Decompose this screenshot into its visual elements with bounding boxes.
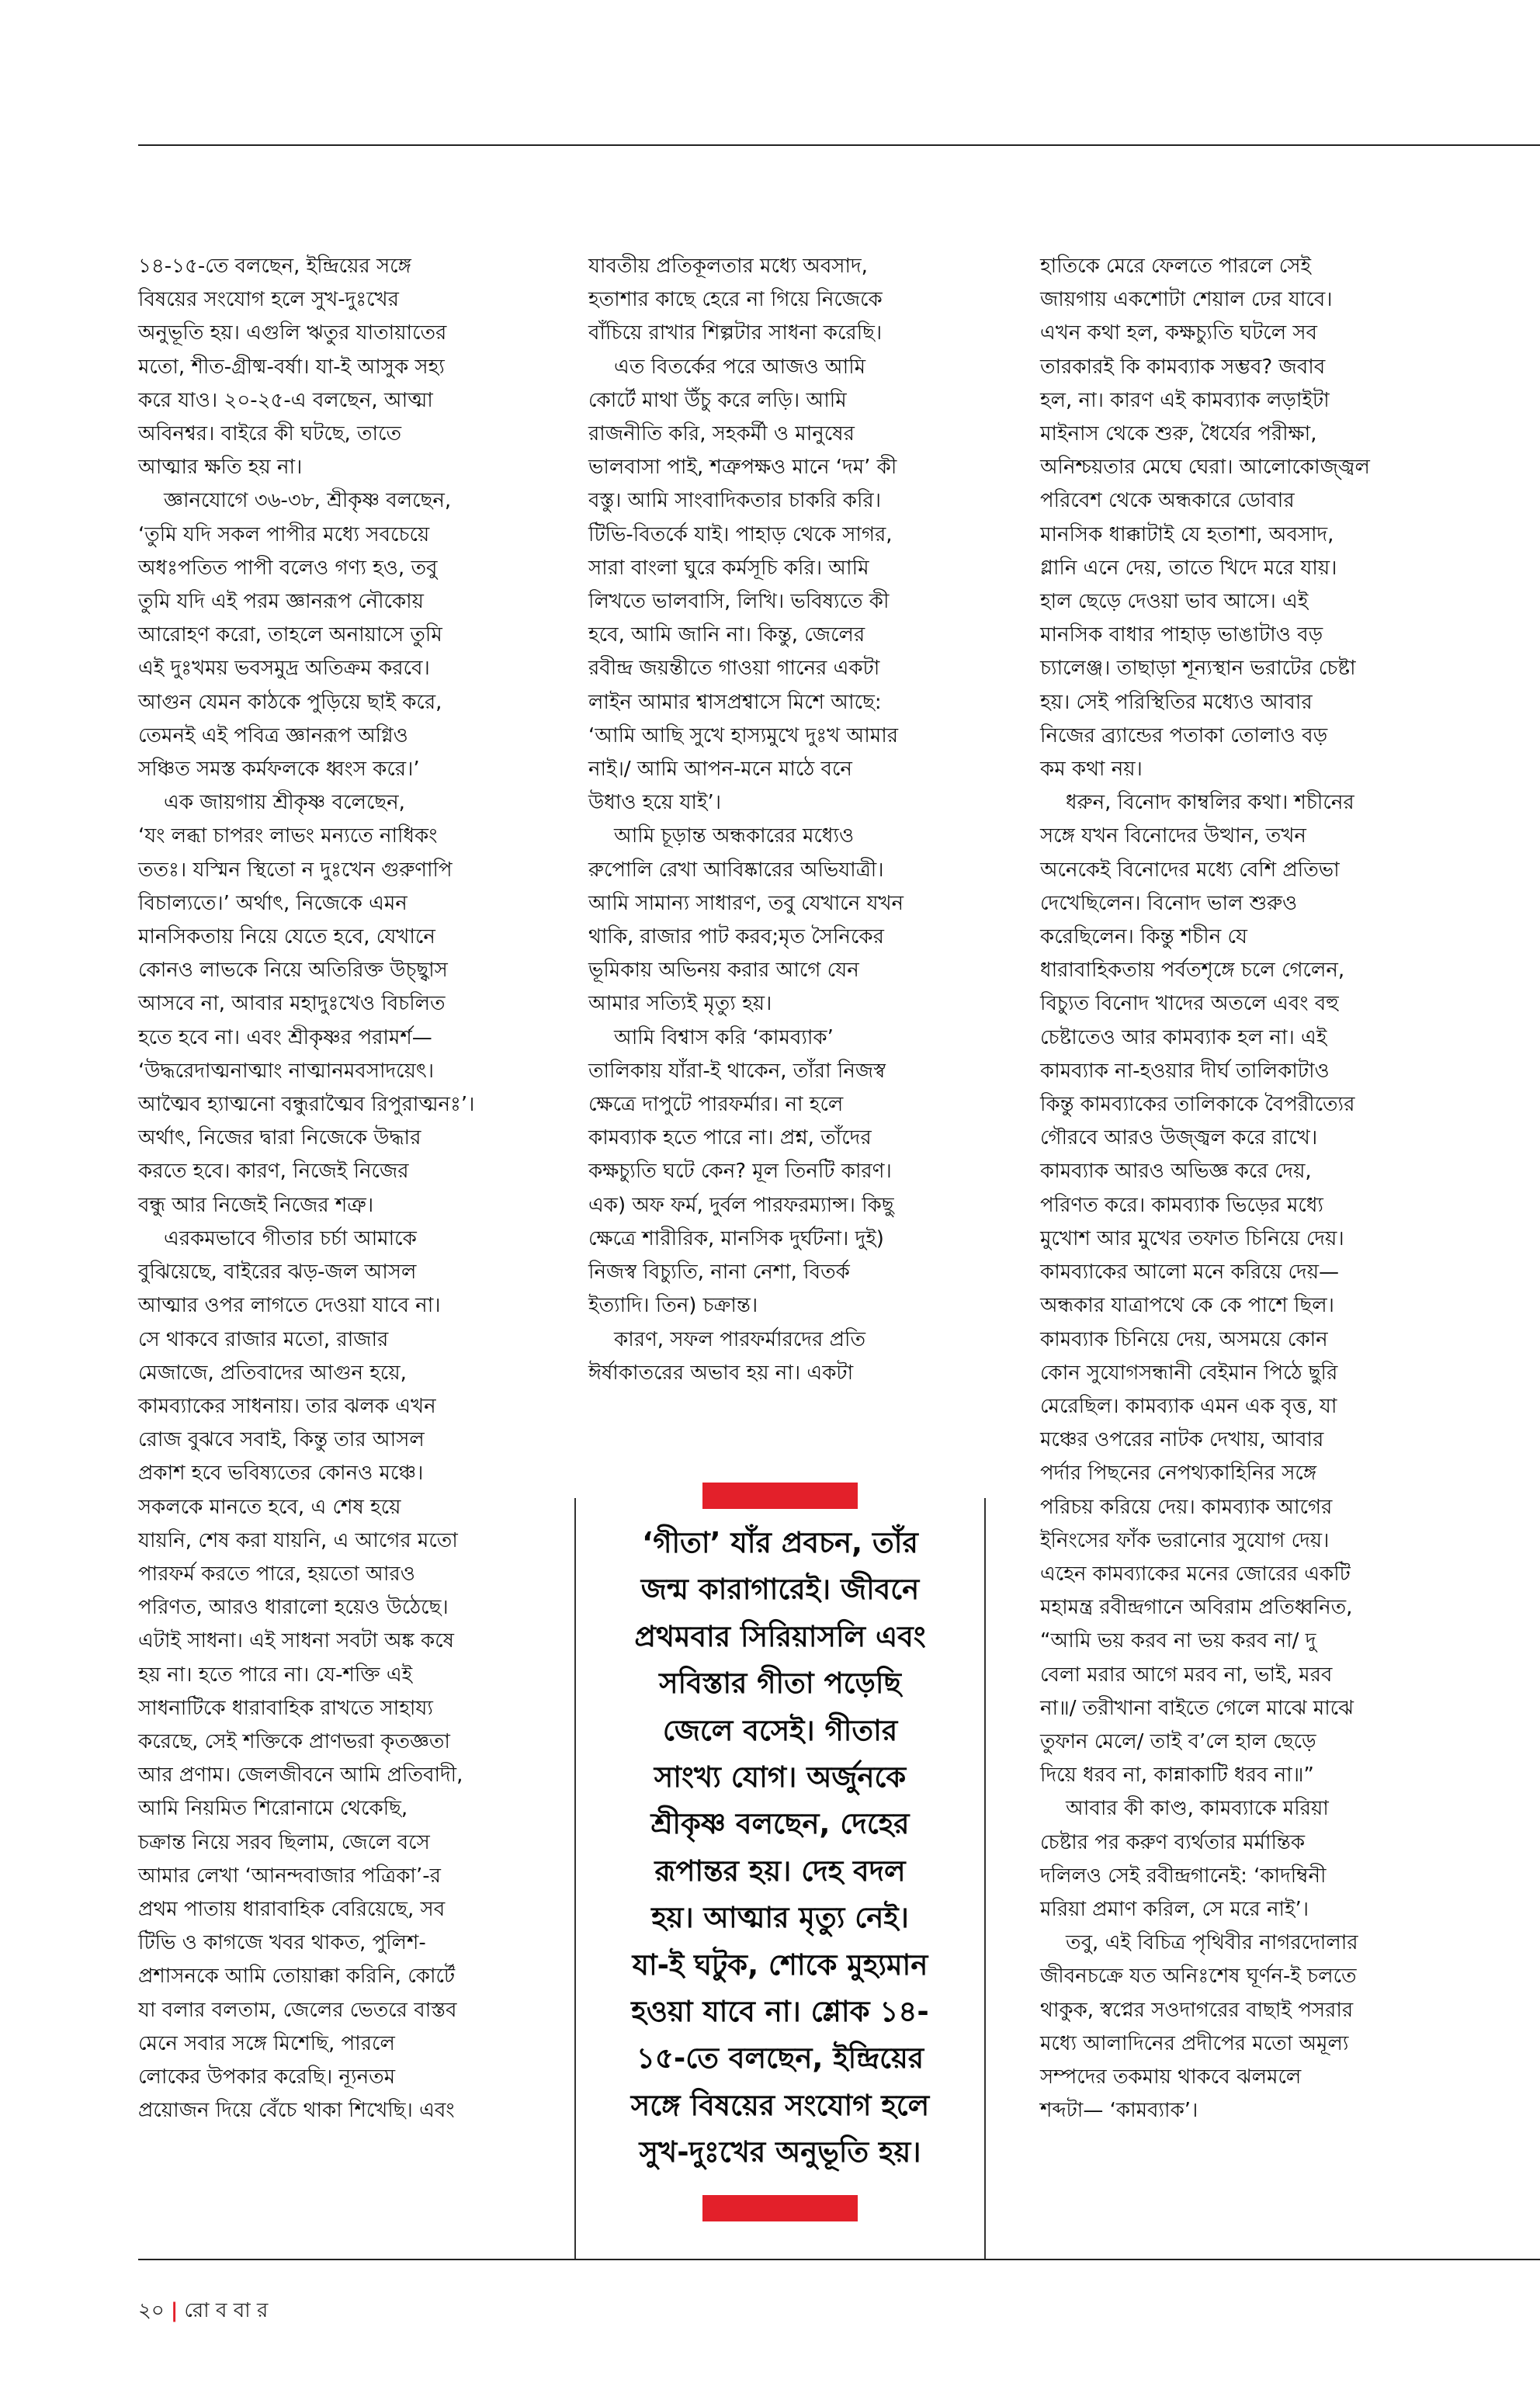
page-number: ২০ — [138, 2299, 165, 2322]
text-line: মহামন্ত্র রবীন্দ্রগানে অবিরাম প্রতিধ্বনিত, — [1040, 1596, 1353, 1620]
article-column-3 — [1040, 250, 1506, 2128]
text-line: রোজ বুঝবে সবাই, কিন্তু তার আসল — [138, 1428, 425, 1452]
text-line: টিভি ও কাগজে খবর থাকত, পুলিশ- — [138, 1931, 426, 1955]
text-line: ‘উদ্ধরেদাত্মনাত্মাং নাত্মানমবসাদয়েৎ। — [138, 1059, 435, 1083]
text-line: পরিণত করে। কামব্যাক ভিড়ের মধ্যে — [1040, 1193, 1323, 1217]
text-line: সারা বাংলা ঘুরে কর্মসূচি করি। আমি — [588, 556, 869, 580]
text-line: বাঁচিয়ে রাখার শিল্পটার সাধনা করেছি। — [588, 321, 883, 345]
text-line: বিচাল্যতে।’ অর্থাৎ, নিজেকে এমন — [138, 891, 408, 915]
text-line: এটাই সাধনা। এই সাধনা সবটা অঙ্ক কষে — [138, 1629, 454, 1653]
text-line: অর্থাৎ, নিজের দ্বারা নিজেকে উদ্ধার — [138, 1126, 421, 1150]
text-line: ঈর্ষাকাতরের অভাব হয় না। একটা — [588, 1361, 854, 1385]
text-line: অনেকেই বিনোদের মধ্যে বেশি প্রতিভা — [1040, 858, 1340, 882]
text-line: মেনে সবার সঙ্গে মিশেছি, পারলে — [138, 2031, 395, 2055]
text-line: মানসিকতায় নিয়ে যেতে হবে, যেখানে — [138, 925, 435, 949]
text-line: চেষ্টার পর করুণ ব্যর্থতার মর্মান্তিক — [1040, 1830, 1306, 1854]
text-line: রবীন্দ্র জয়ন্তীতে গাওয়া গানের একটা — [588, 657, 880, 681]
text-line: নিজের ব্র্যান্ডের পতাকা তোলাও বড় — [1040, 723, 1328, 747]
footer-separator: | — [170, 2299, 179, 2322]
text-line: কোর্টে মাথা উঁচু করে লড়ি। আমি — [588, 388, 847, 412]
text-line: তালিকায় যাঁরা-ই থাকেন, তাঁরা নিজস্ব — [588, 1059, 886, 1083]
text-line: হাতিকে মেরে ফেলতে পারলে সেই — [1040, 255, 1312, 278]
text-line: এরকমভাবে গীতার চর্চা আমাকে — [138, 1226, 417, 1250]
text-line: কিন্তু কামব্যাকের তালিকাকে বৈপরীত্যের — [1040, 1093, 1355, 1117]
text-line: ইনিংসের ফাঁক ভরানোর সুযোগ দেয়। — [1040, 1528, 1330, 1552]
text-line: যা বলার বলতাম, জেলের ভেতরে বাস্তব — [138, 1998, 457, 2022]
text-line: তবু, এই বিচিত্র পৃথিবীর নাগরদোলার — [1040, 1931, 1358, 1955]
pullquote-text — [584, 1520, 976, 2176]
text-line: পারফর্ম করতে পারে, হয়তো আরও — [138, 1562, 415, 1586]
text-line: মধ্যে আলাদিনের প্রদীপের মতো অমূল্য — [1040, 2031, 1349, 2055]
text-line: হয় না। হতে পারে না। যে-শক্তি এই — [138, 1663, 413, 1687]
text-line: আসবে না, আবার মহাদুঃখেও বিচলিত — [138, 992, 446, 1016]
text-line: তারকারই কি কামব্যাক সম্ভব? জবাব — [1040, 355, 1326, 379]
text-line: কামব্যাক হতে পারে না। প্রশ্ন, তাঁদের — [588, 1126, 872, 1150]
text-line: ‘তুমি যদি সকল পাপীর মধ্যে সবচেয়ে — [138, 522, 430, 546]
text-line: লিখতে ভালবাসি, লিখি। ভবিষ্যতে কী — [588, 590, 890, 614]
text-line: কামব্যাক না-হওয়ার দীর্ঘ তালিকাটাও — [1040, 1059, 1330, 1083]
pullquote-bottom-bar — [702, 2195, 858, 2221]
text-line: নাই।/ আমি আপন-মনে মাঠে বনে — [588, 758, 852, 782]
text-line: কোনও লাভকে নিয়ে অতিরিক্ত উচ্ছ্বাস — [138, 959, 448, 983]
text-line: মানসিক বাধার পাহাড় ভাঙাটাও বড় — [1040, 623, 1323, 647]
text-line: ভালবাসা পাই, শত্রুপক্ষও মানে ‘দম’ কী — [588, 456, 897, 480]
text-line: ১৪-১৫-তে বলছেন, ইন্দ্রিয়ের সঙ্গে — [138, 255, 411, 278]
text-line: আত্মার ওপর লাগতে দেওয়া যাবে না। — [138, 1294, 441, 1318]
text-line: এহেন কামব্যাকের মনের জোরের একটি — [1040, 1562, 1351, 1586]
text-line: ভূমিকায় অভিনয় করার আগে যেন — [588, 959, 859, 983]
top-rule — [138, 144, 1540, 146]
text-line: হবে, আমি জানি না। কিন্তু, জেলের — [588, 623, 865, 647]
text-line: হতাশার কাছে হেরে না গিয়ে নিজেকে — [588, 288, 883, 312]
text-line: মাইনাস থেকে শুরু, ধৈর্যের পরীক্ষা, — [1040, 422, 1317, 446]
pullquote-box — [584, 1483, 976, 2221]
text-line: অবিনশ্বর। বাইরে কী ঘটছে, তাতে — [138, 422, 402, 446]
text-line: ধারাবাহিকতায় পর্বতশৃঙ্গে চলে গেলেন, — [1040, 959, 1345, 983]
text-line: মঞ্চের ওপরের নাটক দেখায়, আবার — [1040, 1428, 1324, 1452]
text-line: বুঝিয়েছে, বাইরের ঝড়-জল আসল — [138, 1261, 417, 1285]
text-line: ‘যং লব্ধা চাপরং লাভং মন্যতে নাধিকং — [138, 824, 438, 848]
text-line: পরিণত, আরও ধারালো হয়েও উঠেছে। — [138, 1596, 449, 1620]
text-line: গ্লানি এনে দেয়, তাতে খিদে মরে যায়। — [1040, 556, 1337, 580]
text-line: কারণ, সফল পারফর্মারদের প্রতি — [588, 1327, 865, 1351]
text-line: আমি নিয়মিত শিরোনামে থেকেছি, — [138, 1797, 408, 1821]
text-line: ধরুন, বিনোদ কাম্বলির কথা। শচীনের — [1040, 791, 1354, 815]
text-line: “আমি ভয় করব না ভয় করব না/ দু — [1040, 1629, 1316, 1653]
text-line: প্রথম পাতায় ধারাবাহিক বেরিয়েছে, সব — [138, 1897, 446, 1921]
text-line: সে থাকবে রাজার মতো, রাজার — [138, 1327, 389, 1351]
text-line: ‘আমি আছি সুখে হাস্যমুখে দুঃখ আমার — [588, 723, 899, 747]
text-line: ‘গীতা’ যাঁর প্রবচন, তাঁর — [642, 1526, 918, 1559]
text-line: লাইন আমার শ্বাসপ্রশ্বাসে মিশে আছে: — [588, 690, 882, 714]
article-column-2 — [588, 250, 992, 1390]
text-line: জন্ম কারাগারেই। জীবনে — [640, 1573, 920, 1607]
text-line: গৌরবে আরও উজ্জ্বল করে রাখে। — [1040, 1126, 1318, 1150]
text-line: করেছে, সেই শক্তিকে প্রাণভরা কৃতজ্ঞতা — [138, 1729, 450, 1753]
text-line: ততঃ। যস্মিন স্থিতো ন দুঃখেন গুরুণাপি — [138, 858, 453, 882]
text-line: অধঃপতিত পাপী বলেও গণ্য হও, তবু — [138, 556, 438, 580]
text-line: হতে হবে না। এবং শ্রীকৃষ্ণর পরামর্শ— — [138, 1025, 432, 1049]
text-line: পরিবেশ থেকে অন্ধকারে ডোবার — [1040, 489, 1295, 513]
text-line: থাকি, রাজার পাট করব;মৃত সৈনিকের — [588, 925, 884, 949]
text-line: প্রকাশ হবে ভবিষ্যতের কোনও মঞ্চে। — [138, 1462, 424, 1486]
text-line: মেজাজে, প্রতিবাদের আগুন হয়ে, — [138, 1361, 407, 1385]
text-line: আবার কী কাণ্ড, কামব্যাকে মরিয়া — [1040, 1797, 1329, 1821]
text-line: ১৫-তে বলছেন, ইন্দ্রিয়ের — [636, 2041, 924, 2076]
text-line: আগুন যেমন কাঠকে পুড়িয়ে ছাই করে, — [138, 690, 442, 714]
text-line: উধাও হয়ে যাই’। — [588, 791, 722, 815]
text-line: নিজস্ব বিচ্যুতি, নানা নেশা, বিতর্ক — [588, 1261, 850, 1285]
text-line: হওয়া যাবে না। শ্লোক ১৪- — [631, 1995, 929, 2029]
article-column-1 — [138, 250, 542, 2128]
text-line: করেছিলেন। কিন্তু শচীন যে — [1040, 925, 1248, 949]
text-line: তুমি যদি এই পরম জ্ঞানরূপ নৌকোয় — [138, 590, 424, 614]
text-line: সাংখ্য যোগ। অর্জুনকে — [654, 1760, 907, 1795]
text-line: কক্ষচ্যুতি ঘটে কেন? মূল তিনটি কারণ। — [588, 1160, 892, 1184]
text-line: কামব্যাক আরও অভিজ্ঞ করে দেয়, — [1040, 1160, 1312, 1184]
text-line: সঙ্গে বিষয়ের সংযোগ হলে — [630, 2088, 930, 2122]
text-line: পরিচয় করিয়ে দেয়। কামব্যাক আগের — [1040, 1495, 1333, 1519]
text-line: হয়। সেই পরিস্থিতির মধ্যেও আবার — [1040, 690, 1313, 714]
text-line: সবিস্তার গীতা পড়েছি — [659, 1666, 901, 1701]
magazine-name: রো ব বা র — [184, 2299, 269, 2322]
text-line: জ্ঞানযোগে ৩৬-৩৮, শ্রীকৃষ্ণ বলছেন, — [138, 489, 452, 513]
text-line: ক্ষেত্রে দাপুটে পারফর্মার। না হলে — [588, 1093, 844, 1117]
text-line: আমি বিশ্বাস করি ‘কামব্যাক’ — [588, 1025, 834, 1049]
text-line: সঞ্চিত সমস্ত কর্মফলকে ধ্বংস করে।’ — [138, 758, 420, 782]
text-line: কোন সুযোগসন্ধানী বেইমান পিঠে ছুরি — [1040, 1361, 1338, 1385]
text-line: না॥/ তরীখানা বাইতে গেলে মাঝে মাঝে — [1040, 1696, 1354, 1720]
text-line: জীবনচক্রে যত অনিঃশেষ ঘূর্ণন-ই চলতে — [1040, 1965, 1357, 1989]
text-line: আরোহণ করো, তাহলে অনায়াসে তুমি — [138, 623, 442, 647]
text-line: যায়নি, শেষ করা যায়নি, এ আগের মতো — [138, 1528, 458, 1552]
text-line: লোকের উপকার করেছি। ন্যূনতম — [138, 2065, 396, 2089]
text-line: দলিলও সেই রবীন্দ্রগানেই: ‘কাদম্বিনী — [1040, 1864, 1327, 1888]
text-line: এই দুঃখময় ভবসমুদ্র অতিক্রম করবে। — [138, 657, 430, 681]
text-line: তেমনই এই পবিত্র জ্ঞানরূপ অগ্নিও — [138, 723, 408, 747]
text-line: মেরেছিল। কামব্যাক এমন এক বৃত্ত, যা — [1040, 1394, 1337, 1418]
text-line: মরিয়া প্রমাণ করিল, সে মরে নাই’। — [1040, 1897, 1309, 1921]
text-line: অনিশ্চয়তার মেঘে ঘেরা। আলোকোজ্জ্বল — [1040, 456, 1370, 480]
text-line: শ্রীকৃষ্ণ বলছেন, দেহের — [650, 1807, 910, 1841]
text-line: কামব্যাক চিনিয়ে দেয়, অসময়ে কোন — [1040, 1327, 1328, 1351]
text-line: যাবতীয় প্রতিকূলতার মধ্যে অবসাদ, — [588, 255, 868, 278]
text-line: সাধনাটিকে ধারাবাহিক রাখতে সাহায্য — [138, 1696, 433, 1720]
text-line: হাল ছেড়ে দেওয়া ভাব আসে। এই — [1040, 590, 1309, 614]
text-line: অনুভূতি হয়। এগুলি ঋতুর যাতায়াতের — [138, 321, 447, 345]
text-line: সঙ্গে যখন বিনোদের উত্থান, তখন — [1040, 824, 1306, 848]
text-line: জেলে বসেই। গীতার — [662, 1713, 898, 1747]
text-line: ক্ষেত্রে শারীরিক, মানসিক দুর্ঘটনা। দুই) — [588, 1226, 884, 1250]
text-line: সুখ-দুঃখের অনুভূতি হয়। — [639, 2135, 921, 2169]
text-line: আমার সত্যিই মৃত্যু হয়। — [588, 992, 772, 1016]
text-line: আত্মৈব হ্যাত্মনো বন্ধুরাত্মৈব রিপুরাত্মনঃ’। — [138, 1093, 475, 1117]
text-line: মানসিক ধাক্কাটাই যে হতাশা, অবসাদ, — [1040, 522, 1334, 546]
text-line: জায়গায় একশোটা শেয়াল ঢের যাবে। — [1040, 288, 1333, 312]
text-line: চ্যালেঞ্জ। তাছাড়া শূন্যস্থান ভরাটের চেষ্টা — [1040, 657, 1356, 681]
text-line: এক জায়গায় শ্রীকৃষ্ণ বলেছেন, — [138, 791, 405, 815]
text-line: চেষ্টাতেও আর কামব্যাক হল না। এই — [1040, 1025, 1327, 1049]
text-line: বেলা মরার আগে মরব না, ভাই, মরব — [1040, 1663, 1333, 1687]
text-line: শব্দটা— ‘কামব্যাক’। — [1040, 2099, 1198, 2123]
pullquote-top-bar — [702, 1483, 858, 1509]
page-footer — [138, 2294, 268, 2329]
text-line: চক্রান্ত নিয়ে সরব ছিলাম, জেলে বসে — [138, 1830, 430, 1854]
text-line: সম্পদের তকমায় থাকবে ঝলমলে — [1040, 2065, 1302, 2089]
text-line: আমি সামান্য সাধারণ, তবু যেখানে যখন — [588, 891, 904, 915]
text-line: করে যাও। ২০-২৫-এ বলছেন, আত্মা — [138, 388, 433, 412]
pullquote-right-rule — [984, 1498, 986, 2259]
text-line: এত বিতর্কের পরে আজও আমি — [588, 355, 866, 379]
text-line: হয়। আত্মার মৃত্যু নেই। — [651, 1901, 909, 1935]
text-line: বস্তু। আমি সাংবাদিকতার চাকরি করি। — [588, 489, 882, 513]
text-line: আমি চূড়ান্ত অন্ধকারের মধ্যেও — [588, 824, 855, 848]
text-line: কম কথা নয়। — [1040, 758, 1143, 782]
text-line: অন্ধকার যাত্রাপথে কে কে পাশে ছিল। — [1040, 1294, 1334, 1318]
text-line: রাজনীতি করি, সহকর্মী ও মানুষের — [588, 422, 855, 446]
text-line: সকলকে মানতে হবে, এ শেষ হয়ে — [138, 1495, 401, 1519]
text-line: আত্মার ক্ষতি হয় না। — [138, 456, 303, 480]
text-line: তুফান মেলে/ তাই ব’লে হাল ছেড়ে — [1040, 1729, 1316, 1753]
text-line: বন্ধু আর নিজেই নিজের শত্রু। — [138, 1193, 374, 1217]
text-line: মতো, শীত-গ্রীষ্ম-বর্ষা। যা-ই আসুক সহ্য — [138, 355, 445, 379]
text-line: ইত্যাদি। তিন) চক্রান্ত। — [588, 1294, 758, 1318]
text-line: কামব্যাকের আলো মনে করিয়ে দেয়— — [1040, 1261, 1340, 1285]
bottom-rule — [138, 2259, 1540, 2260]
text-line: প্রয়োজন দিয়ে বেঁচে থাকা শিখেছি। এবং — [138, 2099, 455, 2123]
text-line: এক) অফ ফর্ম, দুর্বল পারফরম্যান্স। কিছু — [588, 1193, 894, 1217]
text-line: পর্দার পিছনের নেপথ্যকাহিনির সঙ্গে — [1040, 1462, 1317, 1486]
text-line: দেখেছিলেন। বিনোদ ভাল শুরুও — [1040, 891, 1298, 915]
text-line: বিচ্যুত বিনোদ খাদের অতলে এবং বহু — [1040, 992, 1339, 1016]
text-line: করতে হবে। কারণ, নিজেই নিজের — [138, 1160, 409, 1184]
text-line: থাকুক, স্বপ্নের সওদাগরের বাছাই পসরার — [1040, 1998, 1354, 2022]
text-line: হল, না। কারণ এই কামব্যাক লড়াইটা — [1040, 388, 1330, 412]
text-line: টিভি-বিতর্কে যাই। পাহাড় থেকে সাগর, — [588, 522, 893, 546]
text-line: বিষয়ের সংযোগ হলে সুখ-দুঃখের — [138, 288, 399, 312]
text-line: কামব্যাকের সাধনায়। তার ঝলক এখন — [138, 1394, 436, 1418]
text-line: এখন কথা হল, কক্ষচ্যুতি ঘটলে সব — [1040, 321, 1318, 345]
text-line: রুপোলি রেখা আবিষ্কারের অভিযাত্রী। — [588, 858, 884, 882]
text-line: প্রশাসনকে আমি তোয়াক্কা করিনি, কোর্টে — [138, 1965, 456, 1989]
text-line: মুখোশ আর মুখের তফাত চিনিয়ে দেয়। — [1040, 1226, 1344, 1250]
text-line: দিয়ে ধরব না, কান্নাকাটি ধরব না॥” — [1040, 1764, 1314, 1788]
text-line: যা-ই ঘটুক, শোকে মুহ্যমান — [632, 1947, 928, 1982]
pullquote-left-rule — [574, 1498, 576, 2259]
text-line: আর প্রণাম। জেলজীবনে আমি প্রতিবাদী, — [138, 1764, 463, 1788]
text-line: প্রথমবার সিরিয়াসলি এবং — [634, 1619, 926, 1653]
text-line: রূপান্তর হয়। দেহ বদল — [654, 1854, 906, 1888]
text-line: আমার লেখা ‘আনন্দবাজার পত্রিকা’-র — [138, 1864, 441, 1888]
